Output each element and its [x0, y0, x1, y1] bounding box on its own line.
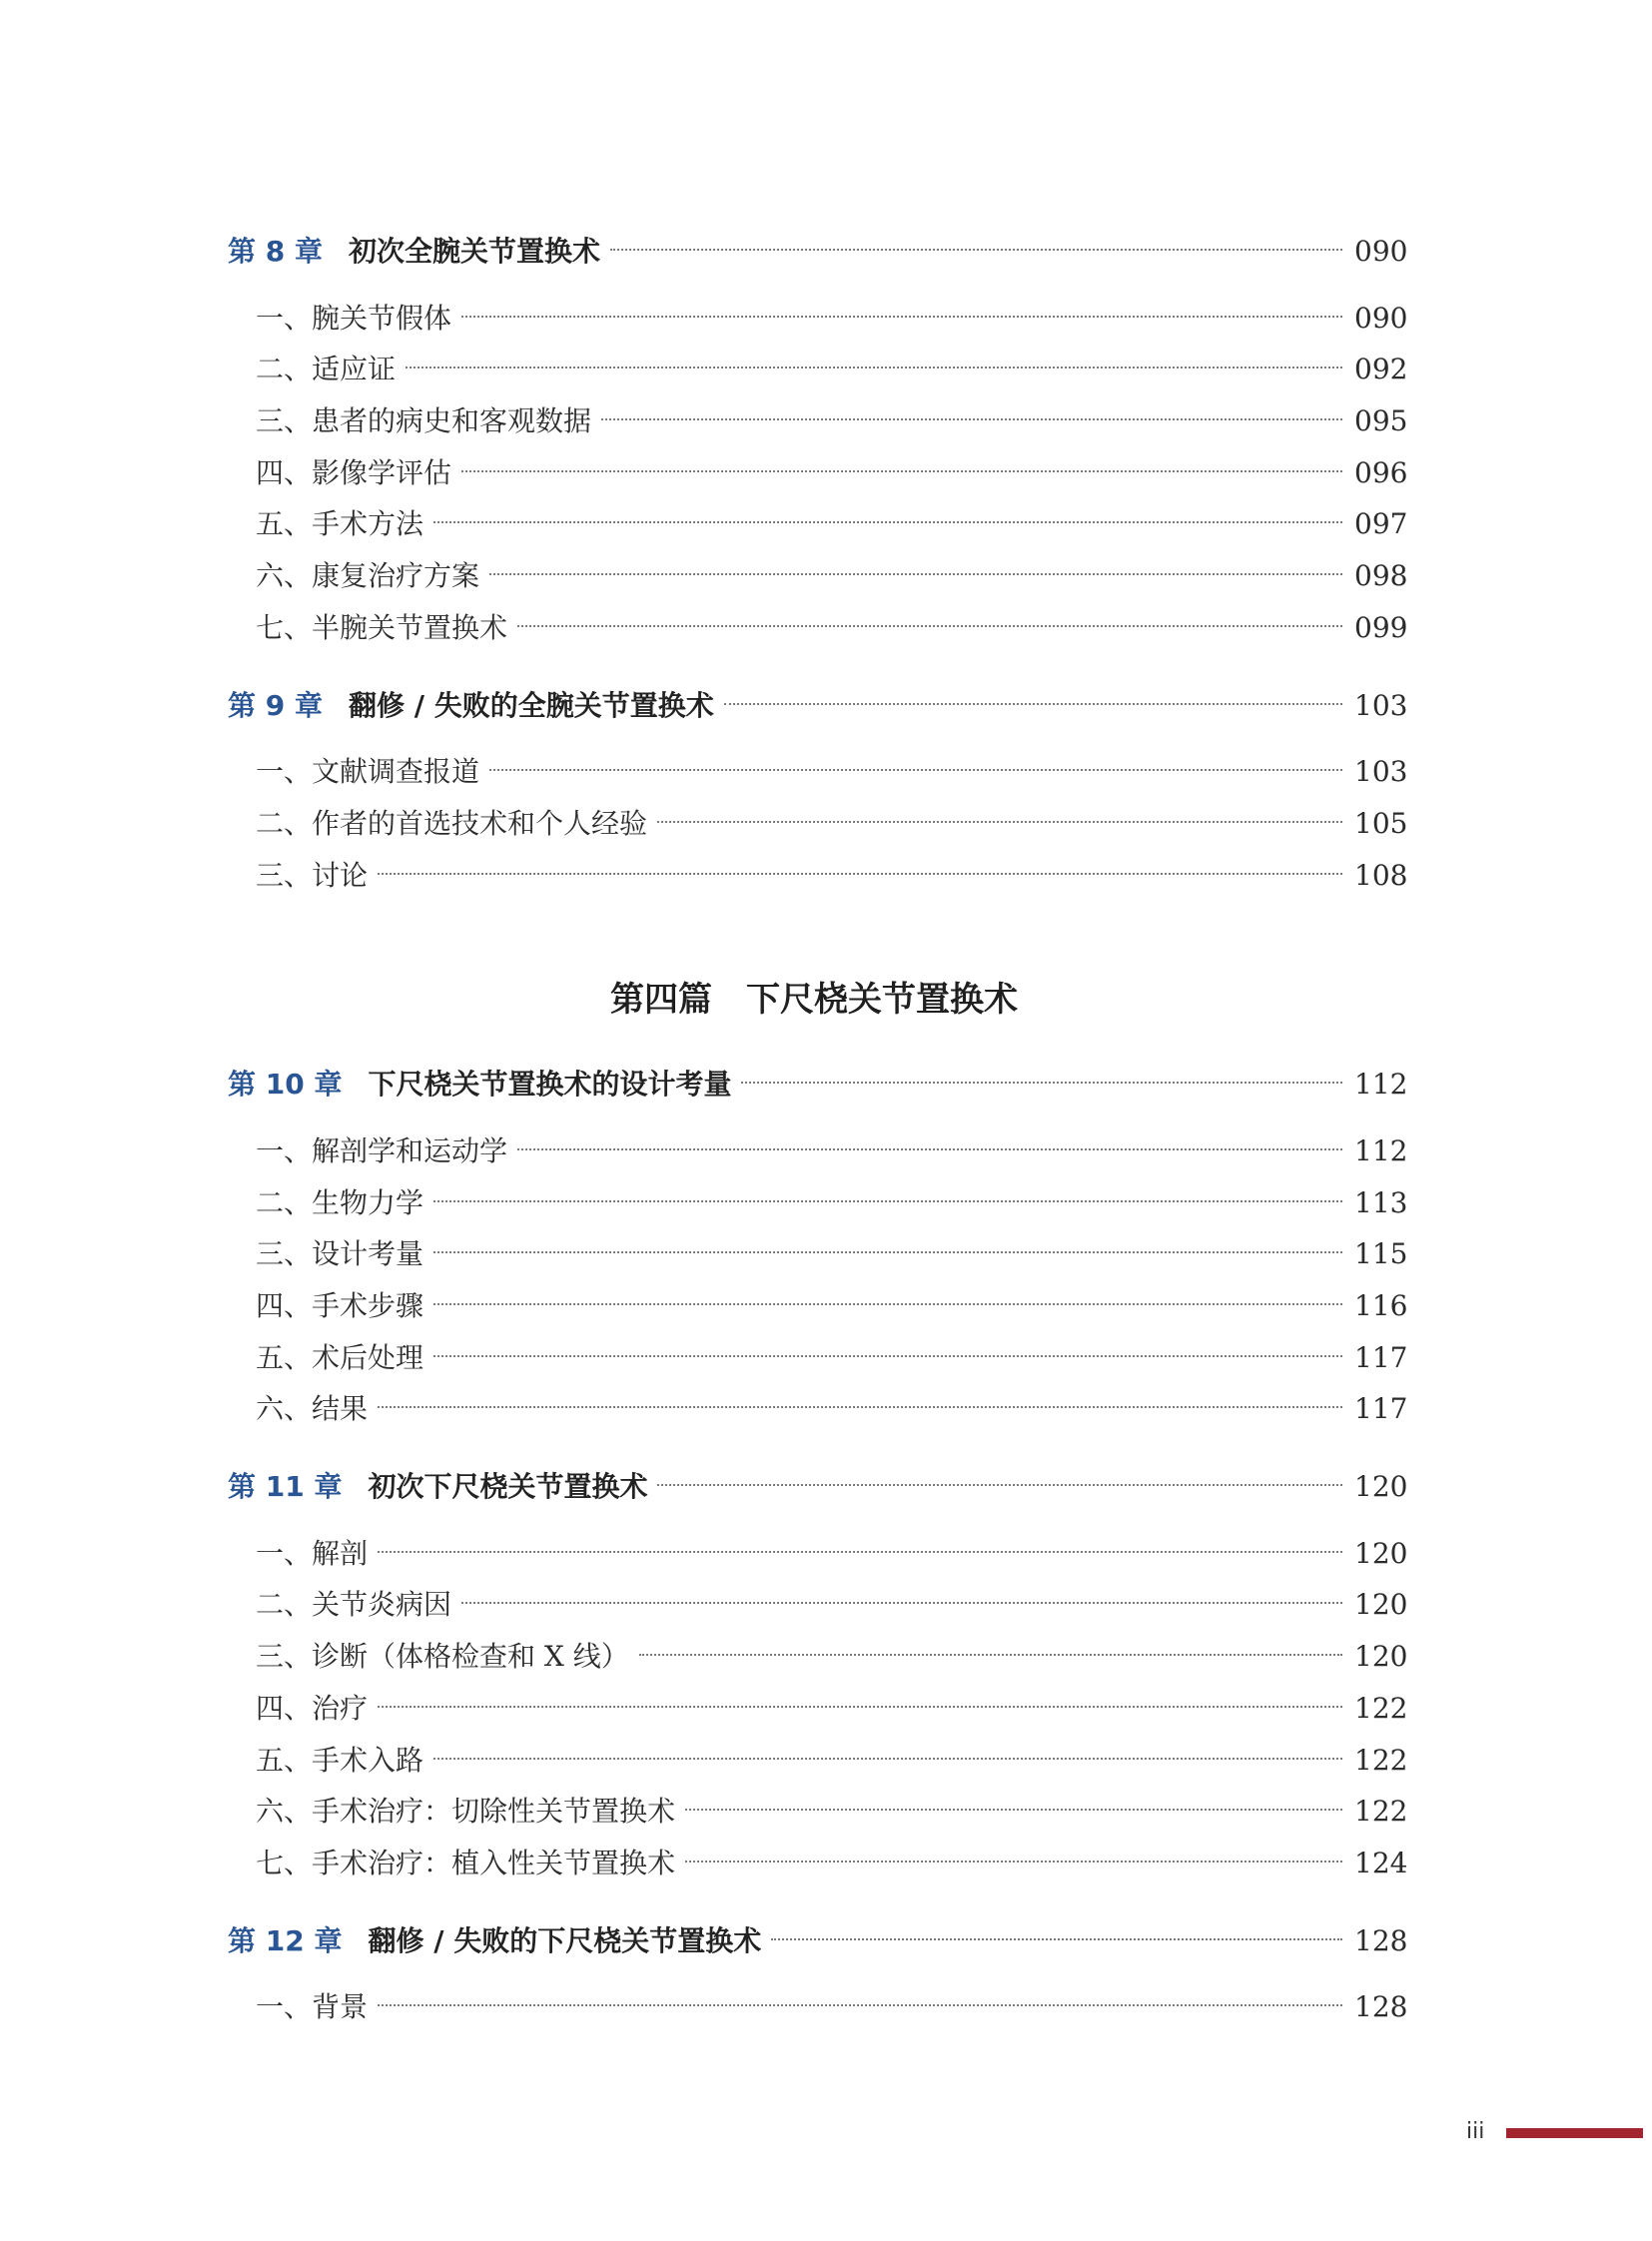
toc-section-entry[interactable]: [228, 1332, 1408, 1384]
folio-accent-bar: [1506, 2128, 1643, 2138]
section-title: 六、手术治疗：切除性关节置换术: [256, 1795, 676, 1829]
dot-leader: [406, 367, 1342, 369]
chapter-heading: [228, 226, 600, 278]
toc-section-entry[interactable]: [228, 395, 1408, 447]
chapter-title: 初次下尺桡关节置换术: [368, 1470, 648, 1504]
dot-leader: [489, 573, 1342, 575]
table-of-contents: [228, 226, 1408, 2033]
chapter-label: 第 9 章: [228, 688, 323, 722]
page-ref: 103: [1354, 755, 1408, 789]
page-ref: 124: [1354, 1846, 1408, 1879]
toc-section-entry[interactable]: [228, 1981, 1408, 2033]
toc-section-entry[interactable]: [228, 1631, 1408, 1683]
toc-section-entry[interactable]: [228, 1786, 1408, 1838]
toc-chapter-entry[interactable]: [228, 226, 1408, 278]
section-title: 三、诊断（体格检查和 X 线）: [256, 1640, 629, 1674]
section-title: 六、康复治疗方案: [256, 559, 480, 593]
toc-section-entry[interactable]: [228, 344, 1408, 395]
toc-section-entry[interactable]: [228, 447, 1408, 499]
dot-leader: [771, 1938, 1342, 1940]
toc-section-entry[interactable]: [228, 1125, 1408, 1177]
toc-section-entry[interactable]: [228, 1579, 1408, 1631]
page-ref: 108: [1354, 858, 1408, 892]
chapter-title: 翻修 / 失败的全腕关节置换术: [348, 688, 714, 722]
toc-section-entry[interactable]: [228, 602, 1408, 654]
page-ref: 117: [1354, 1392, 1408, 1426]
page-ref: 113: [1354, 1185, 1408, 1219]
page-ref: 103: [1354, 688, 1408, 722]
chapter-heading: [228, 1461, 647, 1513]
part-heading: 第四篇 下尺桡关节置换术: [610, 980, 1018, 1021]
section-title: 二、生物力学: [256, 1185, 424, 1219]
chapter-heading: [228, 680, 714, 732]
chapter-label: 第 12 章: [228, 1923, 343, 1957]
page-ref: 120: [1354, 1470, 1408, 1504]
page-ref: 120: [1354, 1588, 1408, 1622]
toc-section-entry[interactable]: [228, 498, 1408, 550]
section-title: 五、手术入路: [256, 1743, 424, 1777]
toc-section-entry[interactable]: [228, 1280, 1408, 1332]
toc-section-entry[interactable]: [228, 850, 1408, 902]
dot-leader: [433, 1251, 1342, 1253]
page-ref: 115: [1354, 1237, 1408, 1271]
toc-chapter-entry[interactable]: [228, 1915, 1408, 1967]
page-ref: 098: [1354, 559, 1408, 593]
section-title: 二、作者的首选技术和个人经验: [256, 806, 648, 840]
page-ref: 112: [1354, 1133, 1408, 1167]
chapter-label: 第 11 章: [228, 1470, 343, 1504]
section-title: 三、讨论: [256, 858, 369, 892]
dot-leader: [378, 1551, 1342, 1553]
dot-leader: [433, 1303, 1342, 1305]
page-ref: 128: [1354, 1990, 1408, 2024]
dot-leader: [724, 703, 1342, 705]
dot-leader: [461, 470, 1342, 472]
chapter-label: 第 10 章: [228, 1068, 343, 1102]
section-title: 三、设计考量: [256, 1237, 424, 1271]
page-ref: 099: [1354, 610, 1408, 644]
page-ref: 096: [1354, 455, 1408, 489]
dot-leader: [517, 625, 1342, 627]
page-ref: 122: [1354, 1691, 1408, 1725]
toc-section-entry[interactable]: [228, 1528, 1408, 1580]
page-ref: 105: [1354, 806, 1408, 840]
toc-section-entry[interactable]: [228, 1177, 1408, 1229]
toc-section-entry[interactable]: [228, 1228, 1408, 1280]
page-ref: 092: [1354, 353, 1408, 386]
toc-section-entry[interactable]: [228, 746, 1408, 798]
section-title: 七、半腕关节置换术: [256, 610, 508, 644]
toc-chapter-entry[interactable]: [228, 680, 1408, 732]
dot-leader: [685, 1861, 1342, 1863]
page-ref: 090: [1354, 235, 1408, 268]
page-ref: 112: [1354, 1068, 1408, 1102]
dot-leader: [610, 249, 1342, 251]
section-title: 一、腕关节假体: [256, 301, 452, 335]
toc-section-entry[interactable]: [228, 293, 1408, 345]
toc-section-entry[interactable]: [228, 1838, 1408, 1889]
dot-leader: [741, 1082, 1342, 1084]
page-ref: 122: [1354, 1743, 1408, 1777]
dot-leader: [489, 769, 1342, 771]
section-title: 七、手术治疗：植入性关节置换术: [256, 1846, 676, 1879]
toc-chapter-entry[interactable]: [228, 1461, 1408, 1513]
chapter-title: 下尺桡关节置换术的设计考量: [368, 1068, 732, 1102]
dot-leader: [378, 1406, 1342, 1408]
section-title: 一、文献调查报道: [256, 755, 480, 789]
dot-leader: [601, 418, 1342, 420]
dot-leader: [657, 821, 1342, 823]
dot-leader: [378, 2004, 1342, 2006]
toc-section-entry[interactable]: [228, 1383, 1408, 1435]
page-ref: 117: [1354, 1340, 1408, 1374]
dot-leader: [433, 1200, 1342, 1202]
section-title: 一、解剖: [256, 1536, 369, 1570]
dot-leader: [433, 521, 1342, 523]
section-title: 四、治疗: [256, 1691, 369, 1725]
toc-section-entry[interactable]: [228, 1683, 1408, 1735]
page-ref: 120: [1354, 1536, 1408, 1570]
section-title: 二、适应证: [256, 353, 397, 386]
chapter-title: 翻修 / 失败的下尺桡关节置换术: [368, 1923, 762, 1957]
section-title: 六、结果: [256, 1392, 369, 1426]
toc-section-entry[interactable]: [228, 1735, 1408, 1787]
section-title: 二、关节炎病因: [256, 1588, 452, 1622]
page-ref: 122: [1354, 1795, 1408, 1829]
chapter-heading: [228, 1059, 731, 1111]
dot-leader: [433, 1758, 1342, 1760]
dot-leader: [685, 1809, 1342, 1811]
dot-leader: [378, 1706, 1342, 1708]
chapter-title: 初次全腕关节置换术: [348, 235, 600, 268]
section-title: 一、背景: [256, 1990, 369, 2024]
dot-leader: [639, 1654, 1342, 1656]
page-ref: 116: [1354, 1289, 1408, 1322]
section-title: 四、手术步骤: [256, 1289, 424, 1322]
dot-leader: [433, 1355, 1342, 1357]
page-ref: 128: [1354, 1923, 1408, 1957]
section-title: 一、解剖学和运动学: [256, 1133, 508, 1167]
page-ref: 097: [1354, 507, 1408, 541]
dot-leader: [378, 873, 1342, 875]
section-title: 三、患者的病史和客观数据: [256, 404, 592, 438]
chapter-heading: [228, 1915, 761, 1967]
page-number: iii: [1466, 2119, 1485, 2144]
toc-chapter-entry[interactable]: [228, 1059, 1408, 1111]
dot-leader: [461, 316, 1342, 318]
page-ref: 120: [1354, 1640, 1408, 1674]
toc-section-entry[interactable]: [228, 550, 1408, 602]
chapter-label: 第 8 章: [228, 235, 323, 268]
page-ref: 095: [1354, 404, 1408, 438]
dot-leader: [461, 1602, 1342, 1604]
dot-leader: [657, 1484, 1342, 1486]
page-ref: 090: [1354, 301, 1408, 335]
dot-leader: [517, 1148, 1342, 1150]
section-title: 五、手术方法: [256, 507, 424, 541]
section-title: 四、影像学评估: [256, 455, 452, 489]
section-title: 五、术后处理: [256, 1340, 424, 1374]
toc-section-entry[interactable]: [228, 798, 1408, 850]
